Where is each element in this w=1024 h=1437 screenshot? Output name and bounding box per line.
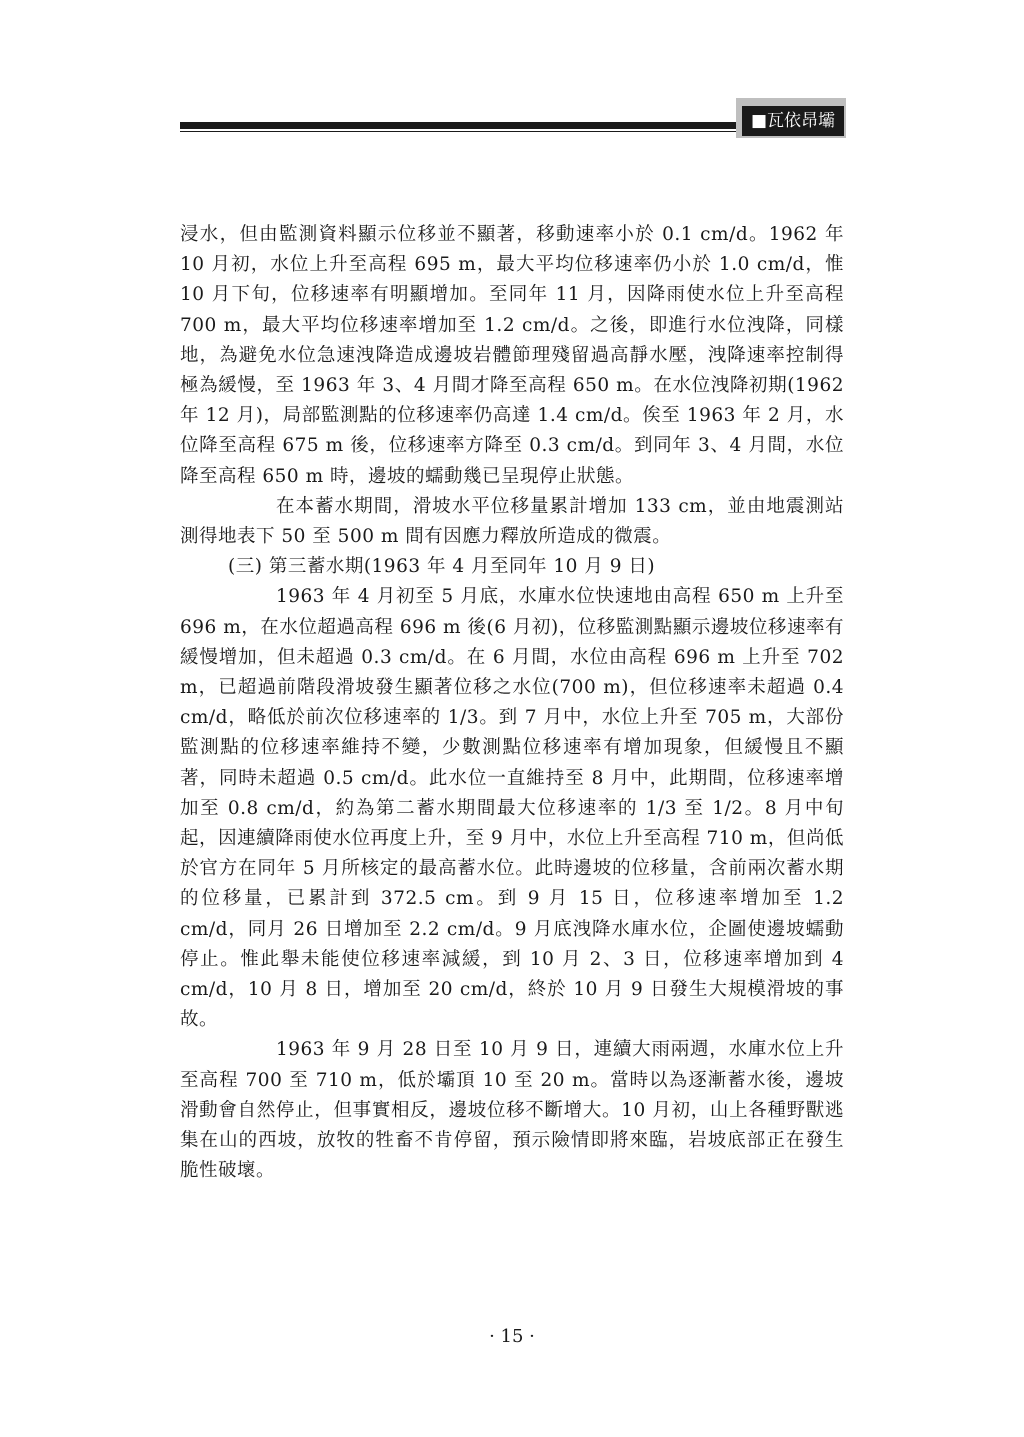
header-rule-thin: [180, 131, 740, 132]
running-header-title: ■瓦依昂壩: [742, 106, 844, 136]
page-number: · 15 ·: [489, 1326, 535, 1347]
header-rule: [180, 122, 740, 129]
body-text: [180, 220, 844, 1187]
paragraph: 在本蓄水期間，滑坡水平位移量累計增加 133 cm，並由地震測站測得地表下 50 至 500 m 間有因應力釋放所造成的微震。: [180, 495, 844, 548]
paragraph: 浸水，但由監測資料顯示位移並不顯著，移動速率小於 0.1 cm/d。1962 年 10 月初，水位上升至高程 695 m，最大平均位移速率仍小於 1.0 cm/d，惟 10 月下旬，位移速率有明顯增加。至同年 11 月，因降雨使水位上升至高程 700 m，最大平均位移速率增加至 1.2 cm/d。之後，即進行水位洩降，同樣地，為避免水位急速洩降造成邊坡岩體節理殘留過高靜水壓，洩降速率控制得極為緩慢，至 1963 年 3、4 月間才降至高程 650 m。在水位洩降初期(1962 年 12 月)，局部監測點的位移速率仍高達 1.4 cm/d。俟至 1963 年 2 月，水位降至高程 675 m 後，位移速率方降至 0.3 cm/d。到同年 3、4 月間，水位降至高程 650 m 時，邊坡的蠕動幾已呈現停止狀態。: [180, 224, 844, 487]
paragraph: 1963 年 4 月初至 5 月底，水庫水位快速地由高程 650 m 上升至 696 m，在水位超過高程 696 m 後(6 月初)，位移監測點顯示邊坡位移速率有緩慢增加，但未超過 0.3 cm/d。在 6 月間，水位由高程 696 m 上升至 702 m，已超過前階段滑坡發生顯著位移之水位(700 m)，但位移速率未超過 0.4 cm/d，略低於前次位移速率的 1/3。到 7 月中，水位上升至 705 m，大部份監測點的位移速率維持不變，少數測點位移速率有增加現象，但緩慢且不顯著，同時未超過 0.5 cm/d。此水位一直維持至 8 月中，此期間，位移速率增加至 0.8 cm/d，約為第二蓄水期間最大位移速率的 1/3 至 1/2。8 月中旬起，因連續降雨使水位再度上升，至 9 月中，水位上升至高程 710 m，但尚低於官方在同年 5 月所核定的最高蓄水位。此時邊坡的位移量，含前兩次蓄水期的位移量，已累計到 372.5 cm。到 9 月 15 日，位移速率增加至 1.2 cm/d，同月 26 日增加至 2.2 cm/d。9 月底洩降水庫水位，企圖使邊坡蠕動停止。惟此舉未能使位移速率減緩，到 10 月 2、3 日，位移速率增加到 4 cm/d，10 月 8 日，增加至 20 cm/d，終於 10 月 9 日發生大規模滑坡的事故。: [180, 586, 845, 1031]
paragraph: 1963 年 9 月 28 日至 10 月 9 日，連續大雨兩週，水庫水位上升至高程 700 至 710 m，低於壩頂 10 至 20 m。當時以為逐漸蓄水後，邊坡滑動會自然停止，但事實相反，邊坡位移不斷增大。10 月初，山上各種野獸逃集在山的西坡，放牧的牲畜不肯停留，預示險情即將來臨，岩坡底部正在發生脆性破壞。: [180, 1039, 844, 1182]
section-heading: (三) 第三蓄水期(1963 年 4 月至同年 10 月 9 日): [228, 556, 656, 578]
